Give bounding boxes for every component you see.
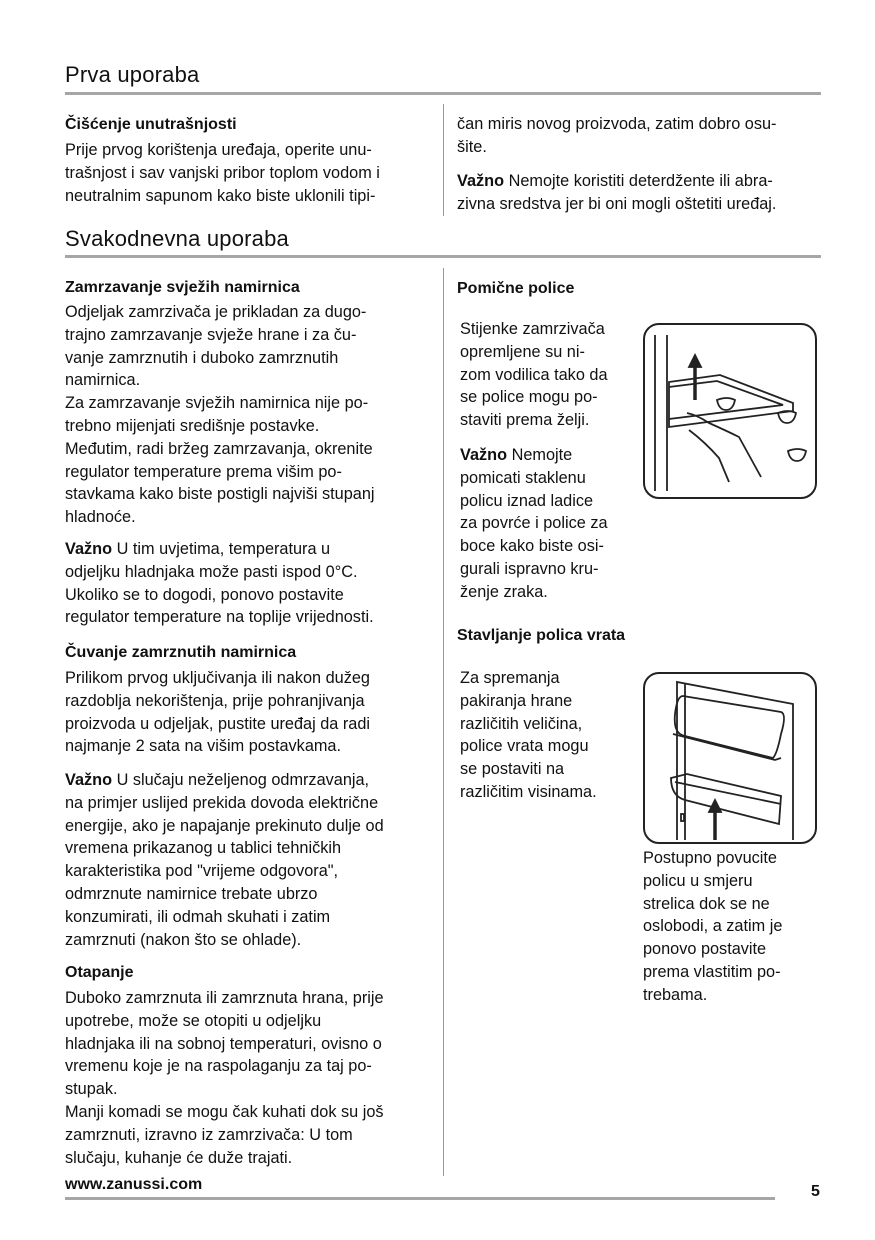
shelves-heading: Pomične police [457, 280, 575, 297]
cleaning-text: Prije prvog korištenja uređaja, operite unu- trašnjost i sav vanjski pribor toplom vodom i neutralnim sapunom kako biste uklonili tipi- [65, 141, 380, 205]
door-shelves-text: Za spremanja pakiranja hrane različitih veličina, police vrata mogu se postaviti na različitim visinama. [460, 669, 597, 801]
important-text: Nemojte pomicati staklenu policu iznad ladice za povrće i police za boce kako biste osi- gurali ispravno kru- ženje zraka. [460, 446, 608, 601]
important-text: U slučaju neželjenog odmrzavanja, na primjer uslijed prekida dovoda električne energije, ako je napajanje prekinuto dulje od vremena prikazanog u tablici tehničkih karakteristika pod "vrijeme odgovora", odmrznute namirnice trebate ubrzo konzumirati, ili odmah skuhati i zatim zamrznuti (nakon što se ohlade). [65, 771, 384, 949]
column-divider [443, 268, 444, 1176]
thawing-text: Duboko zamrznuta ili zamrznuta hrana, prije upotrebe, može se otopiti u odjeljku hladnjaka ili na sobnoj temperaturi, ovisno o vremenu koje je na raspolaganju za taj po- stupak. Manji komadi se mogu čak kuhati dok su još zamrznuti, izravno iz zamrzivača: U tom slučaju, kuhanje će duže trajati. [65, 989, 384, 1167]
page-number: 5 [811, 1183, 820, 1200]
thawing-heading: Otapanje [65, 964, 134, 981]
section-rule [65, 255, 821, 258]
shelves-important-note [460, 444, 608, 604]
shelves-text: Stijenke zamrzivača opremljene su ni- zom vodilica tako da se police mogu po- staviti prema želji. [460, 320, 608, 430]
freezing-text: Odjeljak zamrzivača je prikladan za dugo- trajno zamrzavanje svježe hrane i za ču- vanje zamrznutih i duboko zamrznutih namirnica. Za zamrzavanje svježih namirnica nije po- trebno mijenjati središnje postavke. Međutim, radi bržeg zamrzavanja, okrenite regulator temperature prema višim po- stavkama kako biste postigli najviši stupanj hladnoće. [65, 303, 375, 527]
storage-important-note [65, 769, 384, 951]
freezing-heading: Zamrzavanje svježih namirnica [65, 279, 300, 296]
important-label: Važno [460, 446, 508, 464]
storage-text: Prilikom prvog uključivanja ili nakon dužeg razdoblja nekorištenja, prije pohranjivanja proizvoda u odjeljak, pustite uređaj da radi najmanje 2 sata na višim postavkama. [65, 669, 371, 756]
section-rule [65, 92, 821, 95]
website-link[interactable]: www.zanussi.com [65, 1176, 203, 1193]
cleaning-text-continued: čan miris novog proizvoda, zatim dobro osu- šite. [457, 115, 777, 156]
section-title-daily-use: Svakodnevna uporaba [65, 226, 289, 251]
section-title-first-use: Prva uporaba [65, 62, 200, 87]
storage-heading: Čuvanje zamrznutih namirnica [65, 644, 297, 661]
important-label: Važno [65, 540, 113, 558]
important-label: Važno [457, 172, 505, 190]
shelf-illustration [643, 323, 817, 499]
door-shelves-heading: Stavljanje polica vrata [457, 627, 626, 644]
important-label: Važno [65, 771, 113, 789]
freezing-important-note [65, 538, 374, 629]
footer-rule [65, 1197, 775, 1200]
door-shelf-illustration [643, 672, 817, 844]
door-shelves-caption: Postupno povucite policu u smjeru strelica dok se ne oslobodi, a zatim je ponovo postavite prema vlastitim po- trebama. [643, 849, 783, 1004]
cleaning-important-note [457, 170, 776, 216]
important-text: Nemojte koristiti deterdžente ili abra- zivna sredstva jer bi oni mogli oštetiti uređaj. [457, 172, 777, 213]
column-divider [443, 104, 444, 216]
important-text: U tim uvjetima, temperatura u odjeljku hladnjaka može pasti ispod 0°C. Ukoliko se to dogodi, ponovo postavite regulator temperature na toplije vrijednosti. [65, 540, 374, 627]
cleaning-heading: Čišćenje unutrašnjosti [65, 116, 237, 133]
